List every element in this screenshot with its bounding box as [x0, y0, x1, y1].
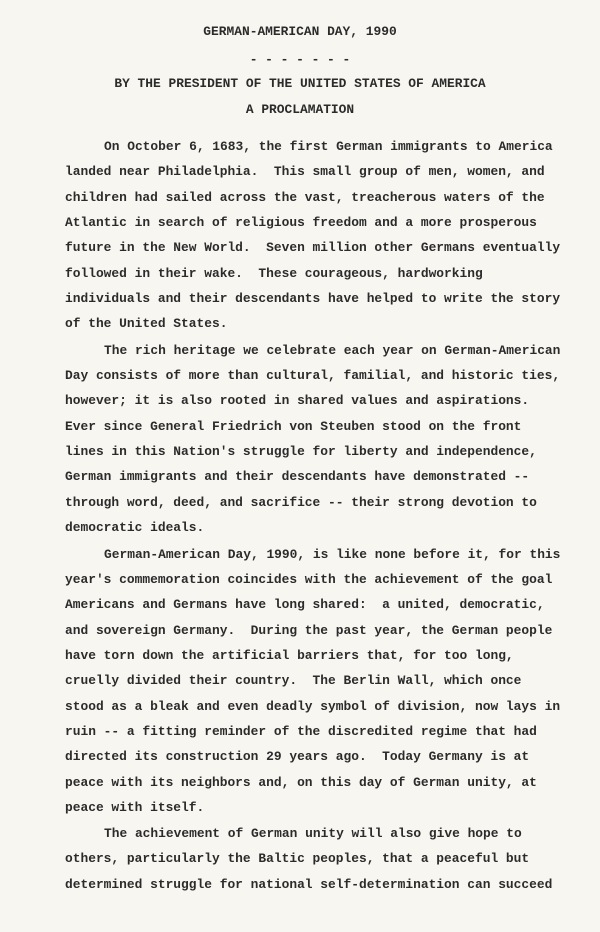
document-title: GERMAN-AMERICAN DAY, 1990	[203, 24, 397, 39]
paragraph-line: peace with its neighbors and, on this day of German unity, at	[65, 775, 537, 790]
paragraph-line: and sovereign Germany. During the past year, the German people	[65, 623, 553, 638]
paragraph-line: cruelly divided their country. The Berlin Wall, which once	[65, 673, 522, 688]
paragraph-line: German-American Day, 1990, is like none before it, for this	[104, 547, 561, 562]
paragraph-line: stood as a bleak and even deadly symbol of division, now lays in	[65, 699, 561, 714]
paragraph-line: peace with itself.	[65, 800, 205, 815]
paragraph-line: have torn down the artificial barriers that, for too long,	[65, 648, 514, 663]
paragraph-line: others, particularly the Baltic peoples, that a peaceful but	[65, 851, 530, 866]
paragraph-line: Americans and Germans have long shared: a united, democratic,	[65, 597, 545, 612]
paragraph-line: landed near Philadelphia. This small group of men, women, and	[65, 164, 545, 179]
paragraph-line: future in the New World. Seven million other Germans eventually	[65, 240, 561, 255]
document-subtitle: A PROCLAMATION	[245, 102, 355, 117]
paragraph-line: On October 6, 1683, the first German immigrants to America	[104, 139, 553, 154]
paragraph-line: Ever since General Friedrich von Steuben stood on the front	[65, 419, 522, 434]
title-separator: - - - - - - -	[249, 52, 351, 67]
paragraph-line: individuals and their descendants have helped to write the story	[65, 291, 561, 306]
paragraph-line: ruin -- a fitting reminder of the discredited regime that had	[65, 724, 537, 739]
paragraph-line: lines in this Nation's struggle for liberty and independence,	[65, 444, 537, 459]
paragraph-line: The achievement of German unity will also give hope to	[104, 826, 522, 841]
byline: BY THE PRESIDENT OF THE UNITED STATES OF AMERICA	[114, 76, 486, 91]
paragraph-line: followed in their wake. These courageous, hardworking	[65, 266, 483, 281]
paragraph-line: year's commemoration coincides with the achievement of the goal	[65, 572, 553, 587]
paragraph-line: of the United States.	[65, 316, 228, 331]
paragraph-line: Atlantic in search of religious freedom and a more prosperous	[65, 215, 537, 230]
paragraph-line: directed its construction 29 years ago. Today Germany is at	[65, 749, 530, 764]
paragraph-line: Day consists of more than cultural, familial, and historic ties,	[65, 368, 561, 383]
paragraph-line: democratic ideals.	[65, 520, 205, 535]
paragraph-line: through word, deed, and sacrifice -- their strong devotion to	[65, 495, 537, 510]
paragraph-line: children had sailed across the vast, treacherous waters of the	[65, 190, 545, 205]
paragraph-line: determined struggle for national self-determination can succeed	[65, 877, 553, 892]
paragraph-line: German immigrants and their descendants have demonstrated --	[65, 469, 530, 484]
paragraph-line: The rich heritage we celebrate each year on German-American	[104, 343, 561, 358]
paragraph-line: however; it is also rooted in shared values and aspirations.	[65, 393, 530, 408]
